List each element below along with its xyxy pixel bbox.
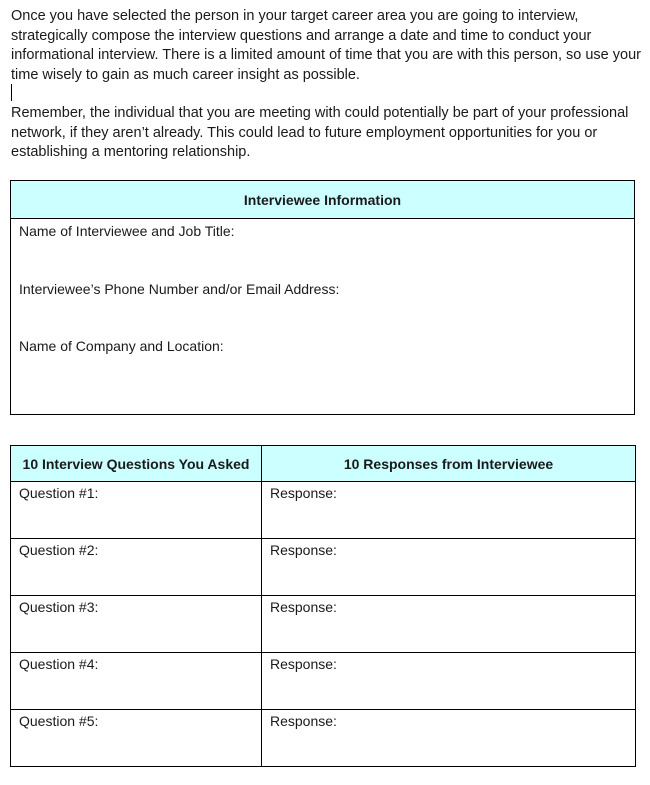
table-row bbox=[11, 482, 636, 539]
response-cell[interactable]: Response: bbox=[262, 539, 636, 596]
table-row bbox=[11, 596, 636, 653]
question-cell[interactable]: Question #3: bbox=[11, 596, 262, 653]
interviewee-contact-field[interactable]: Interviewee’s Phone Number and/or Email Address: bbox=[19, 280, 340, 297]
questions-column-header: 10 Interview Questions You Asked bbox=[11, 446, 262, 482]
response-cell[interactable]: Response: bbox=[262, 596, 636, 653]
text-cursor bbox=[11, 84, 12, 101]
questions-responses-table bbox=[10, 445, 636, 767]
interviewee-name-field[interactable]: Name of Interviewee and Job Title: bbox=[19, 223, 235, 239]
question-cell[interactable]: Question #2: bbox=[11, 539, 262, 596]
interviewee-info-cell[interactable] bbox=[11, 219, 635, 415]
response-cell[interactable]: Response: bbox=[262, 653, 636, 710]
intro-paragraph-2: Remember, the individual that you are meeting with could potentially be part of your professional network, if they aren’t already. This could lead to future employment opportunities for you or establishing a mentoring relationship. bbox=[11, 105, 629, 161]
response-cell[interactable]: Response: bbox=[262, 482, 636, 539]
table-row bbox=[11, 653, 636, 710]
interviewee-info-header: Interviewee Information bbox=[11, 181, 635, 219]
response-cell[interactable]: Response: bbox=[262, 710, 636, 767]
responses-column-header: 10 Responses from Interviewee bbox=[262, 446, 636, 482]
table-row bbox=[11, 710, 636, 767]
question-cell[interactable]: Question #5: bbox=[11, 710, 262, 767]
question-cell[interactable]: Question #4: bbox=[11, 653, 262, 710]
intro-paragraph-1: Once you have selected the person in your target career area you are going to interview, strategically compose the interview questions and arrange a date and time to conduct your informational interview. There is a limited amount of time that you are with this person, so use your time wisely to gain as much career insight as possible. bbox=[11, 8, 641, 83]
interviewee-info-table bbox=[10, 180, 635, 415]
interviewee-company-field[interactable]: Name of Company and Location: bbox=[19, 338, 224, 354]
table-row bbox=[11, 539, 636, 596]
question-cell[interactable]: Question #1: bbox=[11, 482, 262, 539]
